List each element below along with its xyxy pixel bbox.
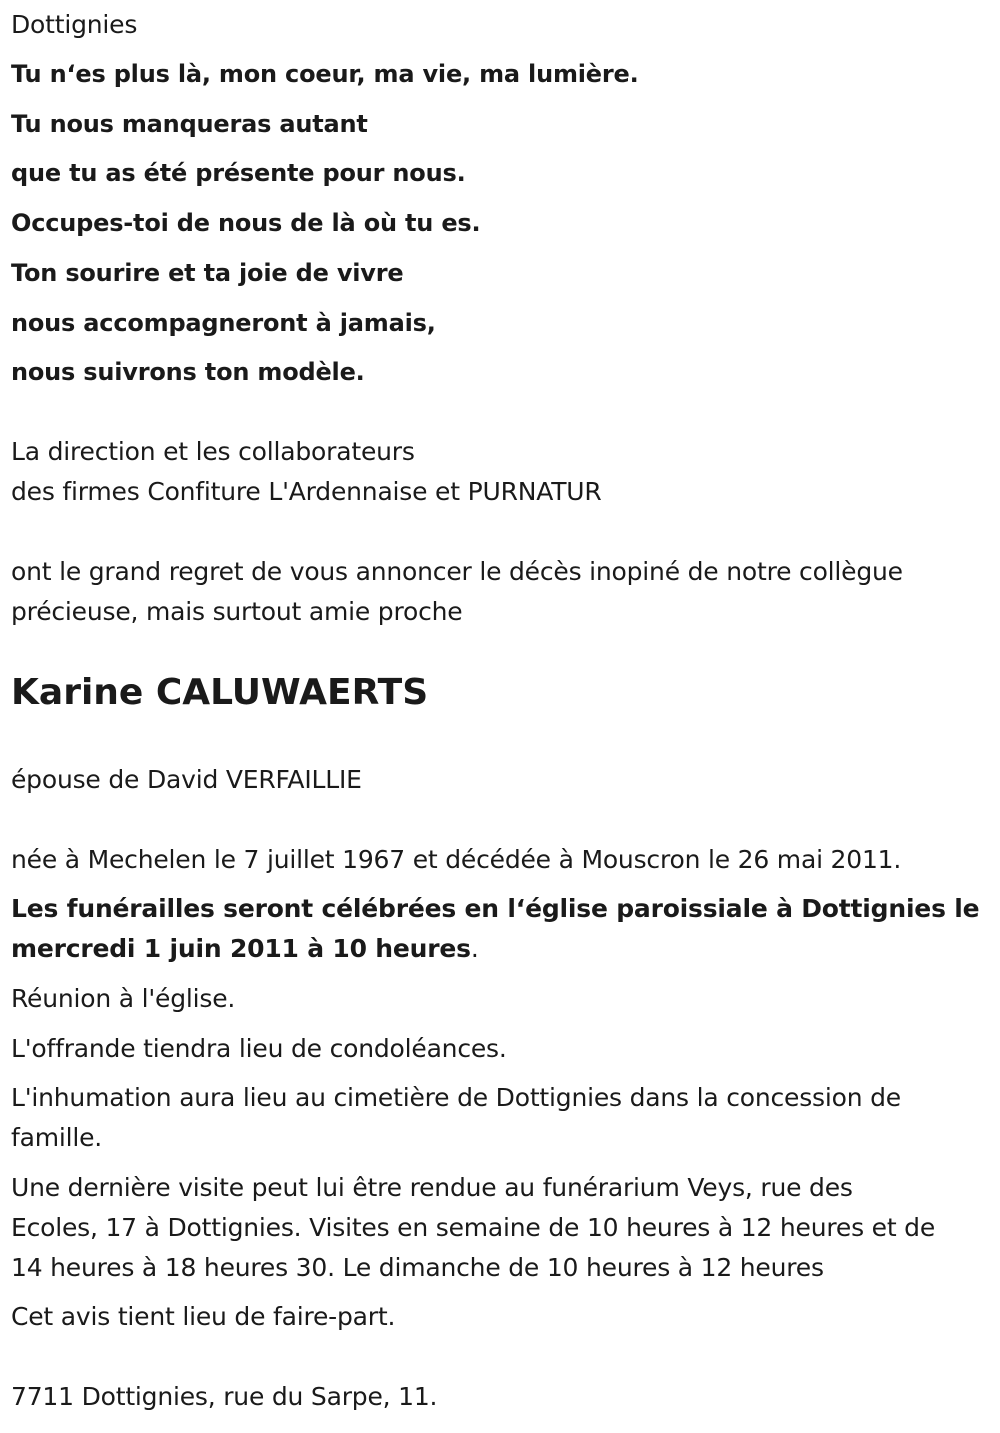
poem — [11, 50, 639, 398]
poem-line: Occupes-toi de nous de là où tu es. — [11, 209, 481, 238]
birth-death: née à Mechelen le 7 juillet 1967 et décédée à Mouscron le 26 mai 2011. — [11, 845, 902, 874]
meeting: Réunion à l'église. — [11, 984, 236, 1013]
poem-line: Ton sourire et ta joie de vivre — [11, 258, 404, 287]
announcement-line: précieuse, mais surtout amie proche — [11, 597, 463, 626]
senders-line: La direction et les collaborateurs — [11, 437, 415, 466]
visit — [11, 1168, 935, 1288]
senders-line: des firmes Confiture L'Ardennaise et PURNATUR — [11, 477, 602, 506]
spouse: épouse de David VERFAILLIE — [11, 765, 362, 794]
burial-line: famille. — [11, 1123, 103, 1152]
visit-line: Une dernière visite peut lui être rendue au funérarium Veys, rue des — [11, 1173, 853, 1202]
burial — [11, 1078, 901, 1158]
funeral-line: Les funérailles seront célébrées en l‘église paroissiale à Dottignies le — [11, 894, 980, 923]
senders — [11, 432, 602, 512]
deceased-name: Karine CALUWAERTS — [11, 672, 429, 713]
poem-line: Tu nous manqueras autant — [11, 109, 368, 138]
funeral-period: . — [470, 934, 479, 963]
burial-line: L'inhumation aura lieu au cimetière de Dottignies dans la concession de — [11, 1083, 901, 1112]
announcement-line: ont le grand regret de vous annoncer le décès inopiné de notre collègue — [11, 557, 903, 586]
place-header: Dottignies — [11, 10, 138, 39]
funeral-date-line — [11, 929, 979, 969]
address: 7711 Dottignies, rue du Sarpe, 11. — [11, 1382, 438, 1411]
offering: L'offrande tiendra lieu de condoléances. — [11, 1034, 507, 1063]
poem-line: nous suivrons ton modèle. — [11, 358, 365, 387]
poem-line: Tu n‘es plus là, mon coeur, ma vie, ma lumière. — [11, 60, 639, 88]
poem-line: que tu as été présente pour nous. — [11, 159, 466, 188]
visit-line: Ecoles, 17 à Dottignies. Visites en semaine de 10 heures à 12 heures et de — [11, 1213, 936, 1242]
announcement — [11, 552, 903, 632]
poem-line: nous accompagneront à jamais, — [11, 308, 436, 337]
funeral-date: mercredi 1 juin 2011 à 10 heures — [11, 934, 471, 963]
notice: Cet avis tient lieu de faire-part. — [11, 1302, 396, 1331]
visit-line: 14 heures à 18 heures 30. Le dimanche de 10 heures à 12 heures — [11, 1253, 824, 1282]
funeral-info — [11, 889, 979, 969]
